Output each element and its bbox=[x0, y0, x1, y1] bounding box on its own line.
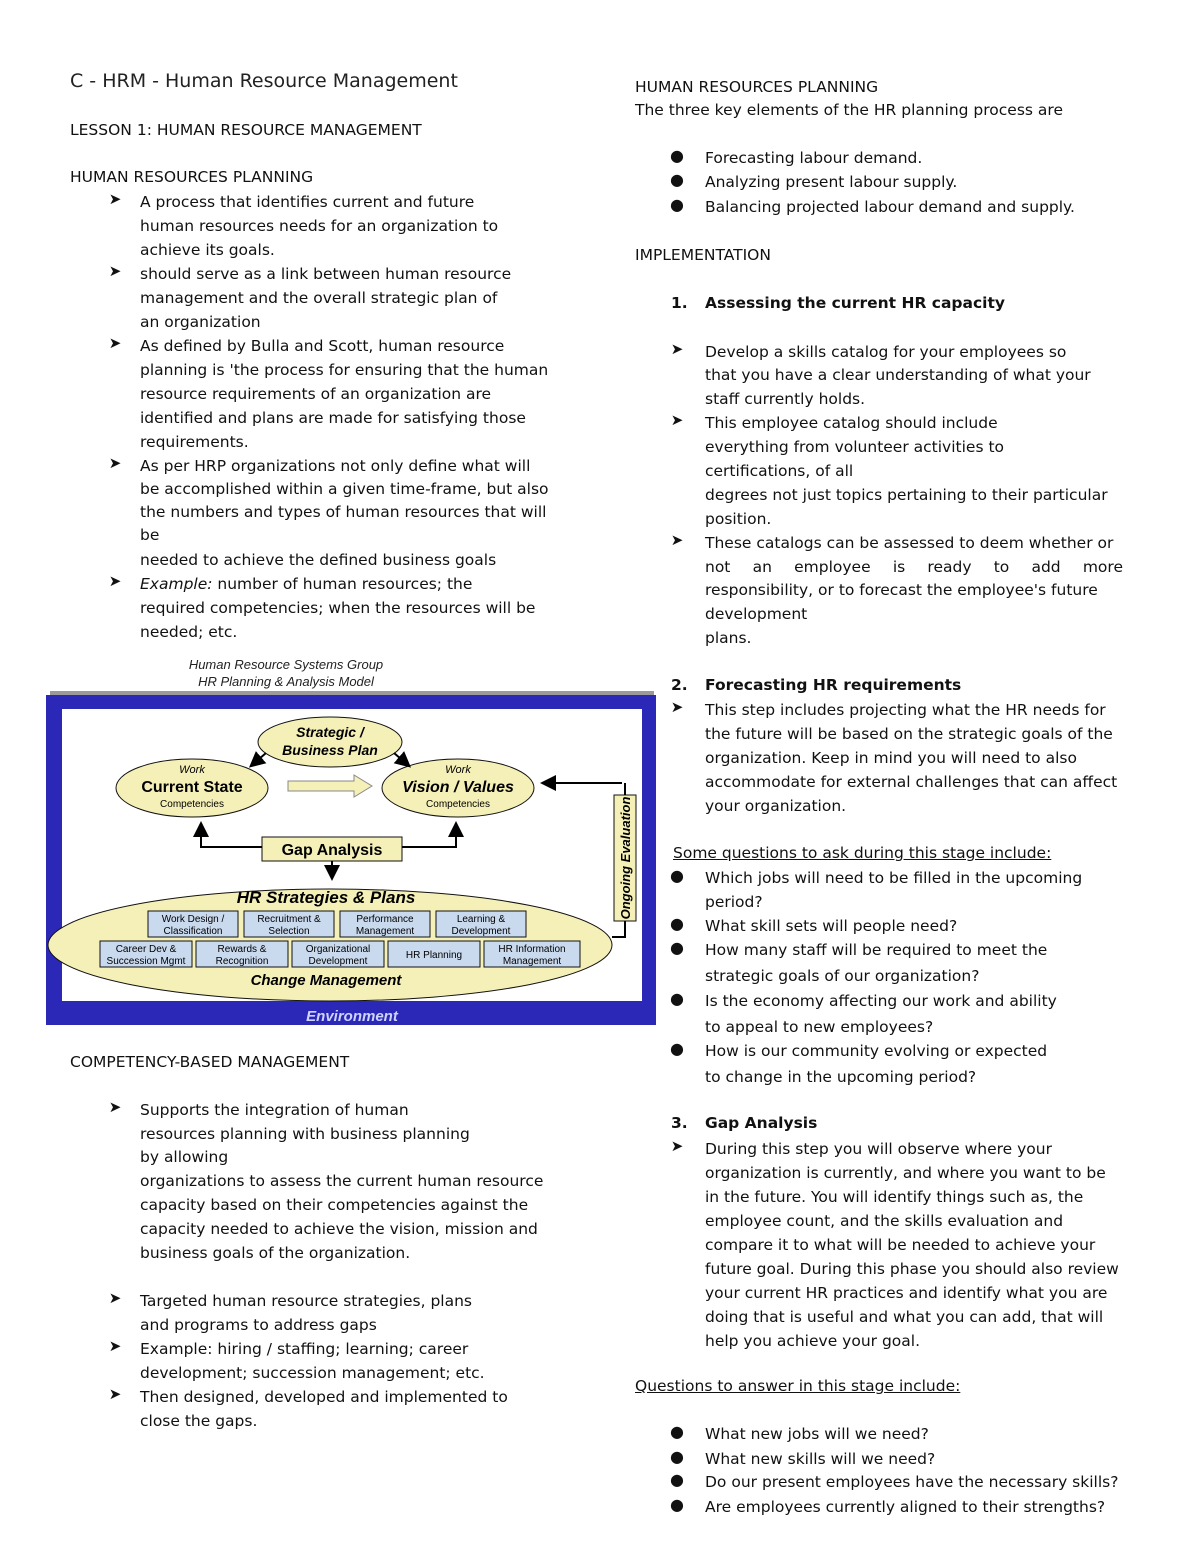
arrow-bullet-icon: ➤ bbox=[108, 1098, 122, 1116]
current-competencies: Competencies bbox=[160, 799, 224, 810]
list-item: organizations to assess the current human resource bbox=[140, 1172, 544, 1190]
example-text: number of human resources; the bbox=[217, 575, 473, 593]
step3-number: 3. bbox=[671, 1114, 688, 1132]
bullet-dot-icon: ● bbox=[670, 914, 684, 933]
list-item: This employee catalog should include bbox=[705, 414, 998, 432]
list-item: not an employee is ready to add more bbox=[705, 558, 1123, 576]
bullet-dot-icon: ● bbox=[670, 1422, 684, 1441]
list-item: What skill sets will people need? bbox=[705, 917, 958, 935]
current-state-title: Current State bbox=[141, 779, 243, 796]
hr-strategies-title: HR Strategies & Plans bbox=[236, 888, 416, 907]
list-item: required competencies; when the resources will be bbox=[140, 599, 536, 617]
hr-planning-model-diagram bbox=[46, 655, 658, 1027]
list-item: business goals of the organization. bbox=[140, 1244, 411, 1262]
arrow-bullet-icon: ➤ bbox=[108, 454, 122, 472]
list-item: that you have a clear understanding of what your bbox=[705, 366, 1091, 384]
gap-analysis-label: Gap Analysis bbox=[281, 842, 383, 859]
bullet-dot-icon: ● bbox=[670, 1039, 684, 1058]
list-item: organization is currently, and where you want to be bbox=[705, 1164, 1106, 1182]
step1-number: 1. bbox=[671, 294, 688, 312]
list-item: your organization. bbox=[705, 797, 847, 815]
list-item: resources planning with business planning bbox=[140, 1125, 470, 1143]
list-item: development bbox=[705, 605, 808, 623]
box-text: Development bbox=[308, 956, 368, 967]
list-item: needed; etc. bbox=[140, 623, 238, 641]
list-item: to appeal to new employees? bbox=[705, 1018, 934, 1036]
arrow-bullet-icon: ➤ bbox=[670, 698, 684, 716]
list-item: development; succession management; etc. bbox=[140, 1364, 485, 1382]
box-text: Career Dev & bbox=[115, 944, 177, 955]
box-text: HR Planning bbox=[405, 950, 463, 961]
bullet-dot-icon: ● bbox=[670, 146, 684, 165]
bullet-dot-icon: ● bbox=[670, 1495, 684, 1514]
list-item: staff currently holds. bbox=[705, 390, 866, 408]
list-item: capacity based on their competencies against the bbox=[140, 1196, 529, 1214]
bullet-dot-icon: ● bbox=[670, 938, 684, 957]
vision-competencies: Competencies bbox=[426, 799, 490, 810]
box-text: Recognition bbox=[215, 956, 269, 967]
bullet-dot-icon: ● bbox=[670, 195, 684, 214]
frame-shadow bbox=[50, 691, 654, 695]
arrow-bullet-icon: ➤ bbox=[670, 1137, 684, 1155]
list-item: Forecasting labour demand. bbox=[705, 149, 923, 167]
list-item: achieve its goals. bbox=[140, 241, 275, 259]
bullet-dot-icon: ● bbox=[670, 989, 684, 1008]
list-item: What new jobs will we need? bbox=[705, 1425, 929, 1443]
box-text: Work Design / bbox=[161, 914, 225, 925]
step2-title: Forecasting HR requirements bbox=[705, 676, 962, 694]
list-item: Develop a skills catalog for your employees so bbox=[705, 343, 1067, 361]
lesson-heading: LESSON 1: HUMAN RESOURCE MANAGEMENT bbox=[70, 121, 422, 139]
arrow-bullet-icon: ➤ bbox=[108, 1337, 122, 1355]
list-item: be accomplished within a given time-frame, but also bbox=[140, 480, 549, 498]
bullet-dot-icon: ● bbox=[670, 1447, 684, 1466]
list-item: period? bbox=[705, 893, 763, 911]
list-item: As per HRP organizations not only define what will bbox=[140, 457, 531, 475]
arrow-bullet-icon: ➤ bbox=[108, 1289, 122, 1307]
list-item: Targeted human resource strategies, plans bbox=[140, 1292, 473, 1310]
list-item: plans. bbox=[705, 629, 752, 647]
arrow-bullet-icon: ➤ bbox=[670, 340, 684, 358]
list-item: everything from volunteer activities to bbox=[705, 438, 1005, 456]
list-item bbox=[140, 572, 472, 596]
list-item: employee count, and the skills evaluation and bbox=[705, 1212, 1064, 1230]
diagram-caption-1: Human Resource Systems Group bbox=[188, 657, 384, 672]
list-item: should serve as a link between human resource bbox=[140, 265, 512, 283]
list-item: Which jobs will need to be filled in the upcoming bbox=[705, 869, 1083, 887]
list-item: responsibility, or to forecast the employee's future bbox=[705, 581, 1098, 599]
list-item: doing that is useful and what you can add, that will bbox=[705, 1308, 1104, 1326]
list-item: close the gaps. bbox=[140, 1412, 258, 1430]
hrp-heading-right: HUMAN RESOURCES PLANNING bbox=[635, 78, 879, 96]
list-item: certifications, of all bbox=[705, 462, 854, 480]
list-item: strategic goals of our organization? bbox=[705, 967, 980, 985]
step2-questions-heading: Some questions to ask during this stage include: bbox=[673, 844, 1052, 862]
box-text: Performance bbox=[356, 914, 414, 925]
arrow-bullet-icon: ➤ bbox=[108, 1385, 122, 1403]
list-item: Do our present employees have the necessary skills? bbox=[705, 1473, 1119, 1491]
hr-boxes-row2 bbox=[100, 941, 580, 967]
box-text: Organizational bbox=[305, 944, 371, 955]
list-item: management and the overall strategic plan of bbox=[140, 289, 498, 307]
hrp-intro: The three key elements of the HR planning process are bbox=[635, 101, 1063, 119]
box-text: Rewards & bbox=[217, 944, 267, 955]
list-item: to change in the upcoming period? bbox=[705, 1068, 977, 1086]
arrow-bullet-icon: ➤ bbox=[108, 572, 122, 590]
arrow-bullet-icon: ➤ bbox=[670, 411, 684, 429]
list-item: future goal. During this phase you should also review bbox=[705, 1260, 1119, 1278]
cbm-heading: COMPETENCY-BASED MANAGEMENT bbox=[70, 1053, 350, 1071]
vision-values-title: Vision / Values bbox=[402, 779, 514, 796]
box-text: Succession Mgmt bbox=[106, 956, 186, 967]
list-item: requirements. bbox=[140, 433, 249, 451]
bullet-dot-icon: ● bbox=[670, 1470, 684, 1489]
step2-number: 2. bbox=[671, 676, 688, 694]
step3-questions-heading: Questions to answer in this stage include: bbox=[635, 1377, 961, 1395]
box-text: Classification bbox=[163, 926, 223, 937]
list-item: organization. Keep in mind you will need to also bbox=[705, 749, 1077, 767]
list-item: your current HR practices and identify what you are bbox=[705, 1284, 1108, 1302]
vision-work-label: Work bbox=[445, 764, 471, 776]
ongoing-evaluation-label: Ongoing Evaluation bbox=[618, 796, 633, 920]
list-item: the future will be based on the strategic goals of the bbox=[705, 725, 1113, 743]
list-item: A process that identifies current and future bbox=[140, 193, 475, 211]
box-text: Management bbox=[502, 956, 562, 967]
box-text: Recruitment & bbox=[257, 914, 321, 925]
diagram-caption-2: HR Planning & Analysis Model bbox=[198, 674, 374, 689]
list-item: needed to achieve the defined business goals bbox=[140, 551, 497, 569]
list-item: Example: hiring / staffing; learning; career bbox=[140, 1340, 469, 1358]
list-item: by allowing bbox=[140, 1148, 229, 1166]
list-item: Balancing projected labour demand and supply. bbox=[705, 198, 1075, 216]
list-item: How is our community evolving or expected bbox=[705, 1042, 1048, 1060]
environment-label: Environment bbox=[306, 1008, 398, 1025]
arrow-bullet-icon: ➤ bbox=[108, 334, 122, 352]
step3-title: Gap Analysis bbox=[705, 1114, 818, 1132]
document-title: C - HRM - Human Resource Management bbox=[70, 70, 458, 92]
list-item: These catalogs can be assessed to deem whether or bbox=[705, 534, 1114, 552]
strategic-line1: Strategic / bbox=[296, 724, 364, 740]
list-item: Analyzing present labour supply. bbox=[705, 173, 958, 191]
diagram-svg bbox=[46, 655, 658, 1027]
hrp-heading-left: HUMAN RESOURCES PLANNING bbox=[70, 168, 314, 186]
list-item: be bbox=[140, 526, 160, 544]
example-label: Example: bbox=[140, 575, 213, 593]
list-item: How many staff will be required to meet the bbox=[705, 941, 1048, 959]
list-item: planning is 'the process for ensuring that the human bbox=[140, 361, 549, 379]
list-item: in the future. You will identify things such as, the bbox=[705, 1188, 1084, 1206]
strategic-line2: Business Plan bbox=[282, 742, 378, 758]
list-item: Supports the integration of human bbox=[140, 1101, 409, 1119]
list-item: degrees not just topics pertaining to their particular bbox=[705, 486, 1108, 504]
list-item: Are employees currently aligned to their strengths? bbox=[705, 1498, 1106, 1516]
arrow-bullet-icon: ➤ bbox=[670, 531, 684, 549]
list-item: and programs to address gaps bbox=[140, 1316, 377, 1334]
list-item: accommodate for external challenges that can affect bbox=[705, 773, 1118, 791]
list-item: human resources needs for an organization to bbox=[140, 217, 499, 235]
arrow-bullet-icon: ➤ bbox=[108, 262, 122, 280]
step1-title: Assessing the current HR capacity bbox=[705, 294, 1005, 312]
box-text: Management bbox=[355, 926, 415, 937]
current-work-label: Work bbox=[179, 764, 205, 776]
list-item: Then designed, developed and implemented to bbox=[140, 1388, 508, 1406]
list-item: During this step you will observe where your bbox=[705, 1140, 1052, 1158]
list-item: This step includes projecting what the HR needs for bbox=[705, 701, 1106, 719]
list-item: position. bbox=[705, 510, 772, 528]
box-text: HR Information bbox=[498, 944, 566, 955]
list-item: As defined by Bulla and Scott, human resource bbox=[140, 337, 505, 355]
arrow-bullet-icon: ➤ bbox=[108, 190, 122, 208]
list-item: Is the economy affecting our work and ability bbox=[705, 992, 1057, 1010]
list-item: the numbers and types of human resources that will bbox=[140, 503, 547, 521]
list-item: capacity needed to achieve the vision, mission and bbox=[140, 1220, 538, 1238]
implementation-heading: IMPLEMENTATION bbox=[635, 246, 771, 264]
change-management-label: Change Management bbox=[250, 972, 402, 989]
list-item: What new skills will we need? bbox=[705, 1450, 936, 1468]
list-item: compare it to what will be needed to achieve your bbox=[705, 1236, 1096, 1254]
box-text: Selection bbox=[268, 926, 310, 937]
list-item: resource requirements of an organization are bbox=[140, 385, 492, 403]
list-item: an organization bbox=[140, 313, 261, 331]
box-text: Learning & bbox=[456, 914, 506, 925]
bullet-dot-icon: ● bbox=[670, 170, 684, 189]
list-item: identified and plans are made for satisfying those bbox=[140, 409, 526, 427]
list-item: help you achieve your goal. bbox=[705, 1332, 920, 1350]
bullet-dot-icon: ● bbox=[670, 866, 684, 885]
box-text: Development bbox=[451, 926, 511, 937]
